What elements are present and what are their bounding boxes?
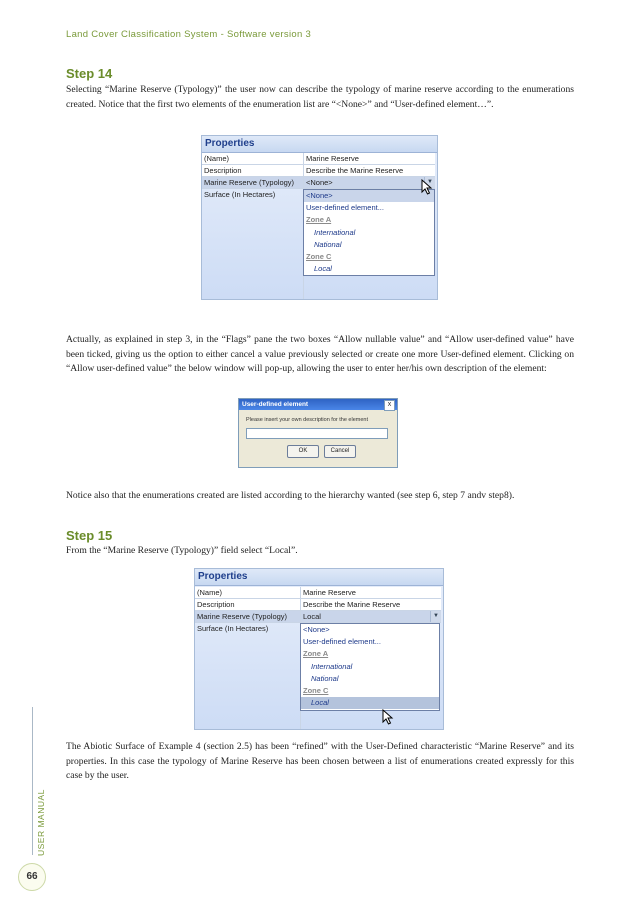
dropdown-option-group[interactable]: Zone A	[303, 649, 329, 659]
dropdown-option-group[interactable]: Zone C	[306, 251, 332, 261]
typology-dropdown-list[interactable]	[300, 623, 440, 711]
property-row-typology[interactable]	[195, 611, 441, 623]
dropdown-option[interactable]: International	[314, 227, 356, 237]
property-value: Marine Reserve	[303, 153, 359, 164]
dropdown-option[interactable]: User-defined element...	[303, 637, 381, 647]
properties-title: Properties	[202, 136, 437, 153]
dropdown-option[interactable]: <None>	[303, 625, 330, 634]
properties-panel-1	[201, 135, 438, 300]
property-row-name[interactable]	[195, 587, 441, 599]
typology-dropdown-list[interactable]	[303, 189, 435, 276]
dialog-title: User-defined element	[239, 399, 397, 410]
property-name: Description	[204, 166, 242, 175]
description-input[interactable]	[246, 428, 388, 439]
property-value: Local	[300, 611, 321, 622]
close-icon[interactable]: x	[384, 400, 395, 411]
property-name: Description	[197, 600, 235, 609]
paragraph-conclusion: The Abiotic Surface of Example 4 (section 2.5) has been “refined” with the User-Defined characteristic “Marine Reserve” and its properties. In this case the typology of Marine Reserve has been chosen between a list of enumerations created expressly for this case by the user.	[66, 741, 574, 781]
mouse-pointer-icon	[421, 179, 433, 195]
property-value: Describe the Marine Reserve	[303, 165, 403, 176]
chevron-down-icon[interactable]: ▼	[430, 611, 441, 622]
mouse-pointer-icon	[382, 709, 394, 725]
cancel-button[interactable]: Cancel	[324, 445, 356, 458]
properties-title: Properties	[195, 569, 443, 586]
property-name: Marine Reserve (Typology)	[197, 612, 288, 621]
property-row-surface[interactable]	[195, 623, 300, 634]
sidebar-rule	[32, 707, 33, 855]
property-name: (Name)	[204, 154, 230, 163]
user-defined-element-dialog	[238, 398, 398, 468]
sidebar-label: USER MANUAL	[36, 789, 46, 856]
property-row-surface[interactable]	[202, 189, 303, 200]
properties-panel-2	[194, 568, 444, 730]
dropdown-option[interactable]: <None>	[304, 190, 434, 202]
property-row-name[interactable]	[202, 153, 435, 165]
property-value: <None>	[303, 177, 333, 188]
step-14-title: Step 14	[66, 66, 113, 81]
property-name: (Name)	[197, 588, 223, 597]
property-name: Surface (In Hectares)	[204, 190, 276, 199]
property-row-typology[interactable]	[202, 177, 435, 189]
dialog-prompt: Please insert your own description for the element	[246, 417, 368, 423]
running-header: Land Cover Classification System - Software version 3	[66, 29, 312, 40]
dropdown-option[interactable]: National	[314, 239, 342, 249]
dropdown-option-group[interactable]: Zone A	[306, 215, 332, 225]
property-row-description[interactable]	[195, 599, 441, 611]
dropdown-option-group[interactable]: Zone C	[303, 685, 329, 695]
step-14-paragraph: Selecting “Marine Reserve (Typology)” the user now can describe the typology of marine reserve according to the enumerations created. Notice that the first two elements of the enumeration list are “<None>” and “User-defined element…”.	[66, 84, 574, 110]
dropdown-option[interactable]: User-defined element...	[306, 203, 384, 213]
ok-button[interactable]: OK	[287, 445, 319, 458]
chevron-down-icon[interactable]: ▼	[424, 177, 435, 188]
dropdown-option[interactable]: International	[311, 661, 353, 671]
dropdown-option[interactable]: Local	[314, 264, 332, 274]
property-value: Describe the Marine Reserve	[300, 599, 400, 610]
property-row-description[interactable]	[202, 165, 435, 177]
property-value: Marine Reserve	[300, 587, 356, 598]
property-name: Marine Reserve (Typology)	[204, 178, 295, 187]
dropdown-option[interactable]: National	[311, 673, 339, 683]
page-number: 66	[18, 863, 46, 891]
step-15-paragraph: From the “Marine Reserve (Typology)” field select “Local”.	[66, 545, 298, 556]
paragraph-hierarchy: Notice also that the enumerations created are listed according to the hierarchy wanted (see step 6, step 7 andv step8).	[66, 490, 515, 501]
paragraph-flags: Actually, as explained in step 3, in the “Flags” pane the two boxes “Allow nullable value” and “Allow user-defined value” have been ticked, giving us the option to either cancel a value previously selected or create one more User-defined element. Clicking on “Allow user-defined value” the below window will pop-up, allowing the user to enter her/his own description of the element:	[66, 334, 574, 374]
step-15-title: Step 15	[66, 528, 113, 543]
dropdown-option-selected[interactable]: Local	[301, 697, 439, 709]
property-name: Surface (In Hectares)	[197, 624, 269, 633]
